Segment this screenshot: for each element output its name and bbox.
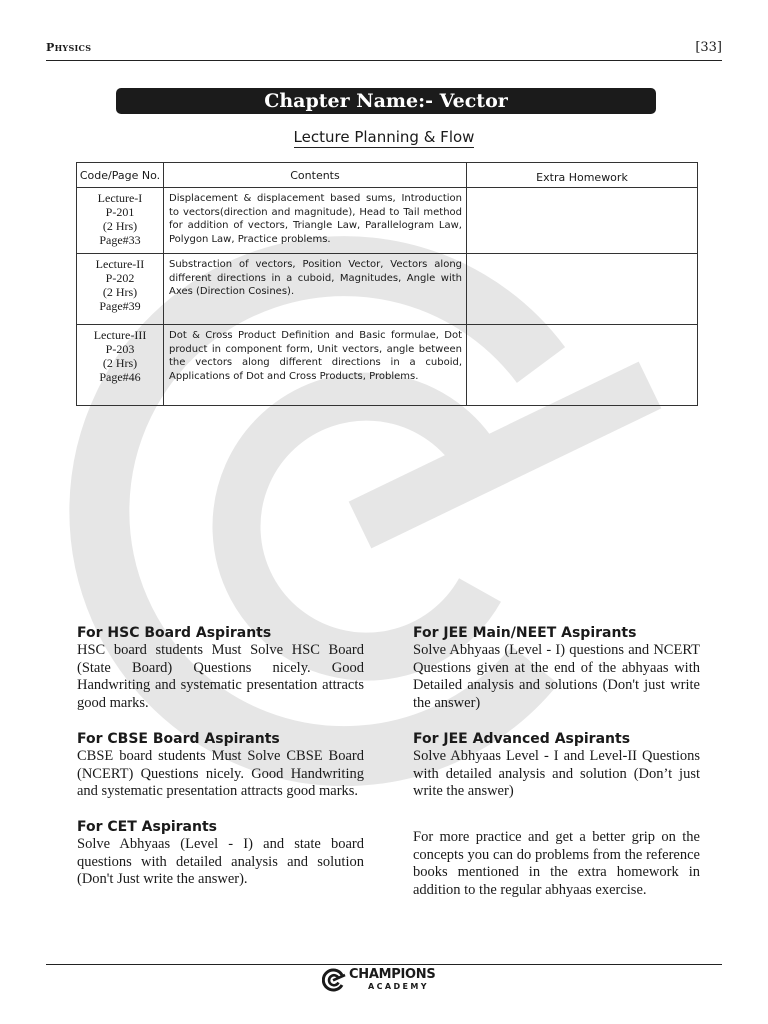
- hsc-body: HSC board students Must Solve HSC Board (State Board) Questions nicely. Good Handwriting and systematic presentation attracts good marks.: [77, 642, 364, 712]
- jee-main-body: Solve Abhyaas (Level - I) questions and NCERT Questions given at the end of the abhyaas with Detailed analysis and solutions (Don't just write the answer): [413, 642, 700, 712]
- extra-homework-cell: [467, 325, 698, 406]
- lecture-duration: (2 Hrs): [102, 285, 138, 299]
- page-header: [46, 40, 722, 61]
- table-row: [77, 254, 698, 325]
- lecture-page: Page#39: [99, 299, 141, 313]
- brand-sub: ACADEMY: [368, 982, 429, 991]
- jee-main-section: [413, 624, 700, 713]
- header-extra-homework: Extra Homework: [467, 163, 698, 188]
- aspirants-right-column: [413, 624, 700, 900]
- lecture-code-cell: [77, 325, 164, 406]
- table-row: [77, 188, 698, 254]
- lecture-name: Lecture-II: [95, 257, 145, 271]
- table-header-row: [77, 163, 698, 188]
- cet-section: [77, 818, 364, 889]
- cet-body: Solve Abhyaas (Level - I) and state board questions with detailed analysis and solution (Don't Just write the answer).: [77, 835, 364, 888]
- lecture-contents: Displacement & displacement based sums, Introduction to vectors(direction and magnitude), Head to Tail method for addition of vectors, Triangle Law, Parallelogram Law, Polygon Law, Practice problems.: [164, 188, 467, 254]
- lecture-contents: Substraction of vectors, Position Vector, Vectors along different directions in a cuboid, Magnitudes, Angle with Axes (Direction Cosines).: [164, 254, 467, 325]
- cet-title: For CET Aspirants: [77, 818, 217, 835]
- cbse-body: CBSE board students Must Solve CBSE Board (NCERT) Questions nicely. Good Handwriting and systematic presentation attracts good marks.: [77, 747, 364, 800]
- lecture-code: P-203: [105, 342, 135, 356]
- lecture-planning-title-text: Lecture Planning & Flow: [293, 128, 475, 146]
- footer-divider: [46, 964, 722, 965]
- lecture-page: Page#33: [99, 233, 141, 247]
- page-number: [33]: [695, 40, 722, 55]
- lecture-code-cell: [77, 188, 164, 254]
- jee-advanced-section: [413, 730, 700, 801]
- cbse-title: For CBSE Board Aspirants: [77, 730, 280, 747]
- aspirants-left-column: [77, 624, 364, 906]
- lecture-code: P-201: [105, 205, 135, 219]
- extra-homework-cell: [467, 188, 698, 254]
- cbse-section: [77, 730, 364, 801]
- chapter-title: Chapter Name:- Vector: [116, 88, 656, 114]
- lecture-code-cell: [77, 254, 164, 325]
- header-contents: Contents: [164, 163, 467, 188]
- lecture-duration: (2 Hrs): [102, 219, 138, 233]
- lecture-duration: (2 Hrs): [102, 356, 138, 370]
- champions-logo-icon: [322, 968, 346, 992]
- hsc-section: [77, 624, 364, 713]
- lecture-name: Lecture-III: [93, 328, 147, 342]
- lecture-contents: Dot & Cross Product Definition and Basic formulae, Dot product in component form, Unit vectors, angle between the vectors along different directions in a cuboid, Applications of Dot and Cross Products, Problems.: [164, 325, 467, 406]
- extra-homework-cell: [467, 254, 698, 325]
- brand-name: CHAMPIONS: [349, 967, 436, 982]
- jee-advanced-body: Solve Abhyaas Level - I and Level-II Questions with detailed analysis and solution (Don’t just write the answer): [413, 747, 700, 800]
- lecture-name: Lecture-I: [97, 191, 143, 205]
- table-row: [77, 325, 698, 406]
- lecture-code: P-202: [105, 271, 135, 285]
- jee-main-title: For JEE Main/NEET Aspirants: [413, 625, 637, 641]
- hsc-title: For HSC Board Aspirants: [77, 625, 272, 641]
- practice-note: For more practice and get a better grip on the concepts you can do problems from the reference books mentioned in the extra homework in addition to the regular abhyaas exercise.: [413, 828, 700, 899]
- header-code: Code/Page No.: [77, 163, 164, 188]
- lecture-planning-title: [0, 128, 768, 146]
- jee-advanced-title: For JEE Advanced Aspirants: [413, 730, 631, 747]
- lecture-plan-table: [76, 162, 698, 406]
- subject-label: Physics: [46, 41, 92, 54]
- lecture-page: Page#46: [99, 370, 141, 384]
- footer-logo: [322, 967, 452, 995]
